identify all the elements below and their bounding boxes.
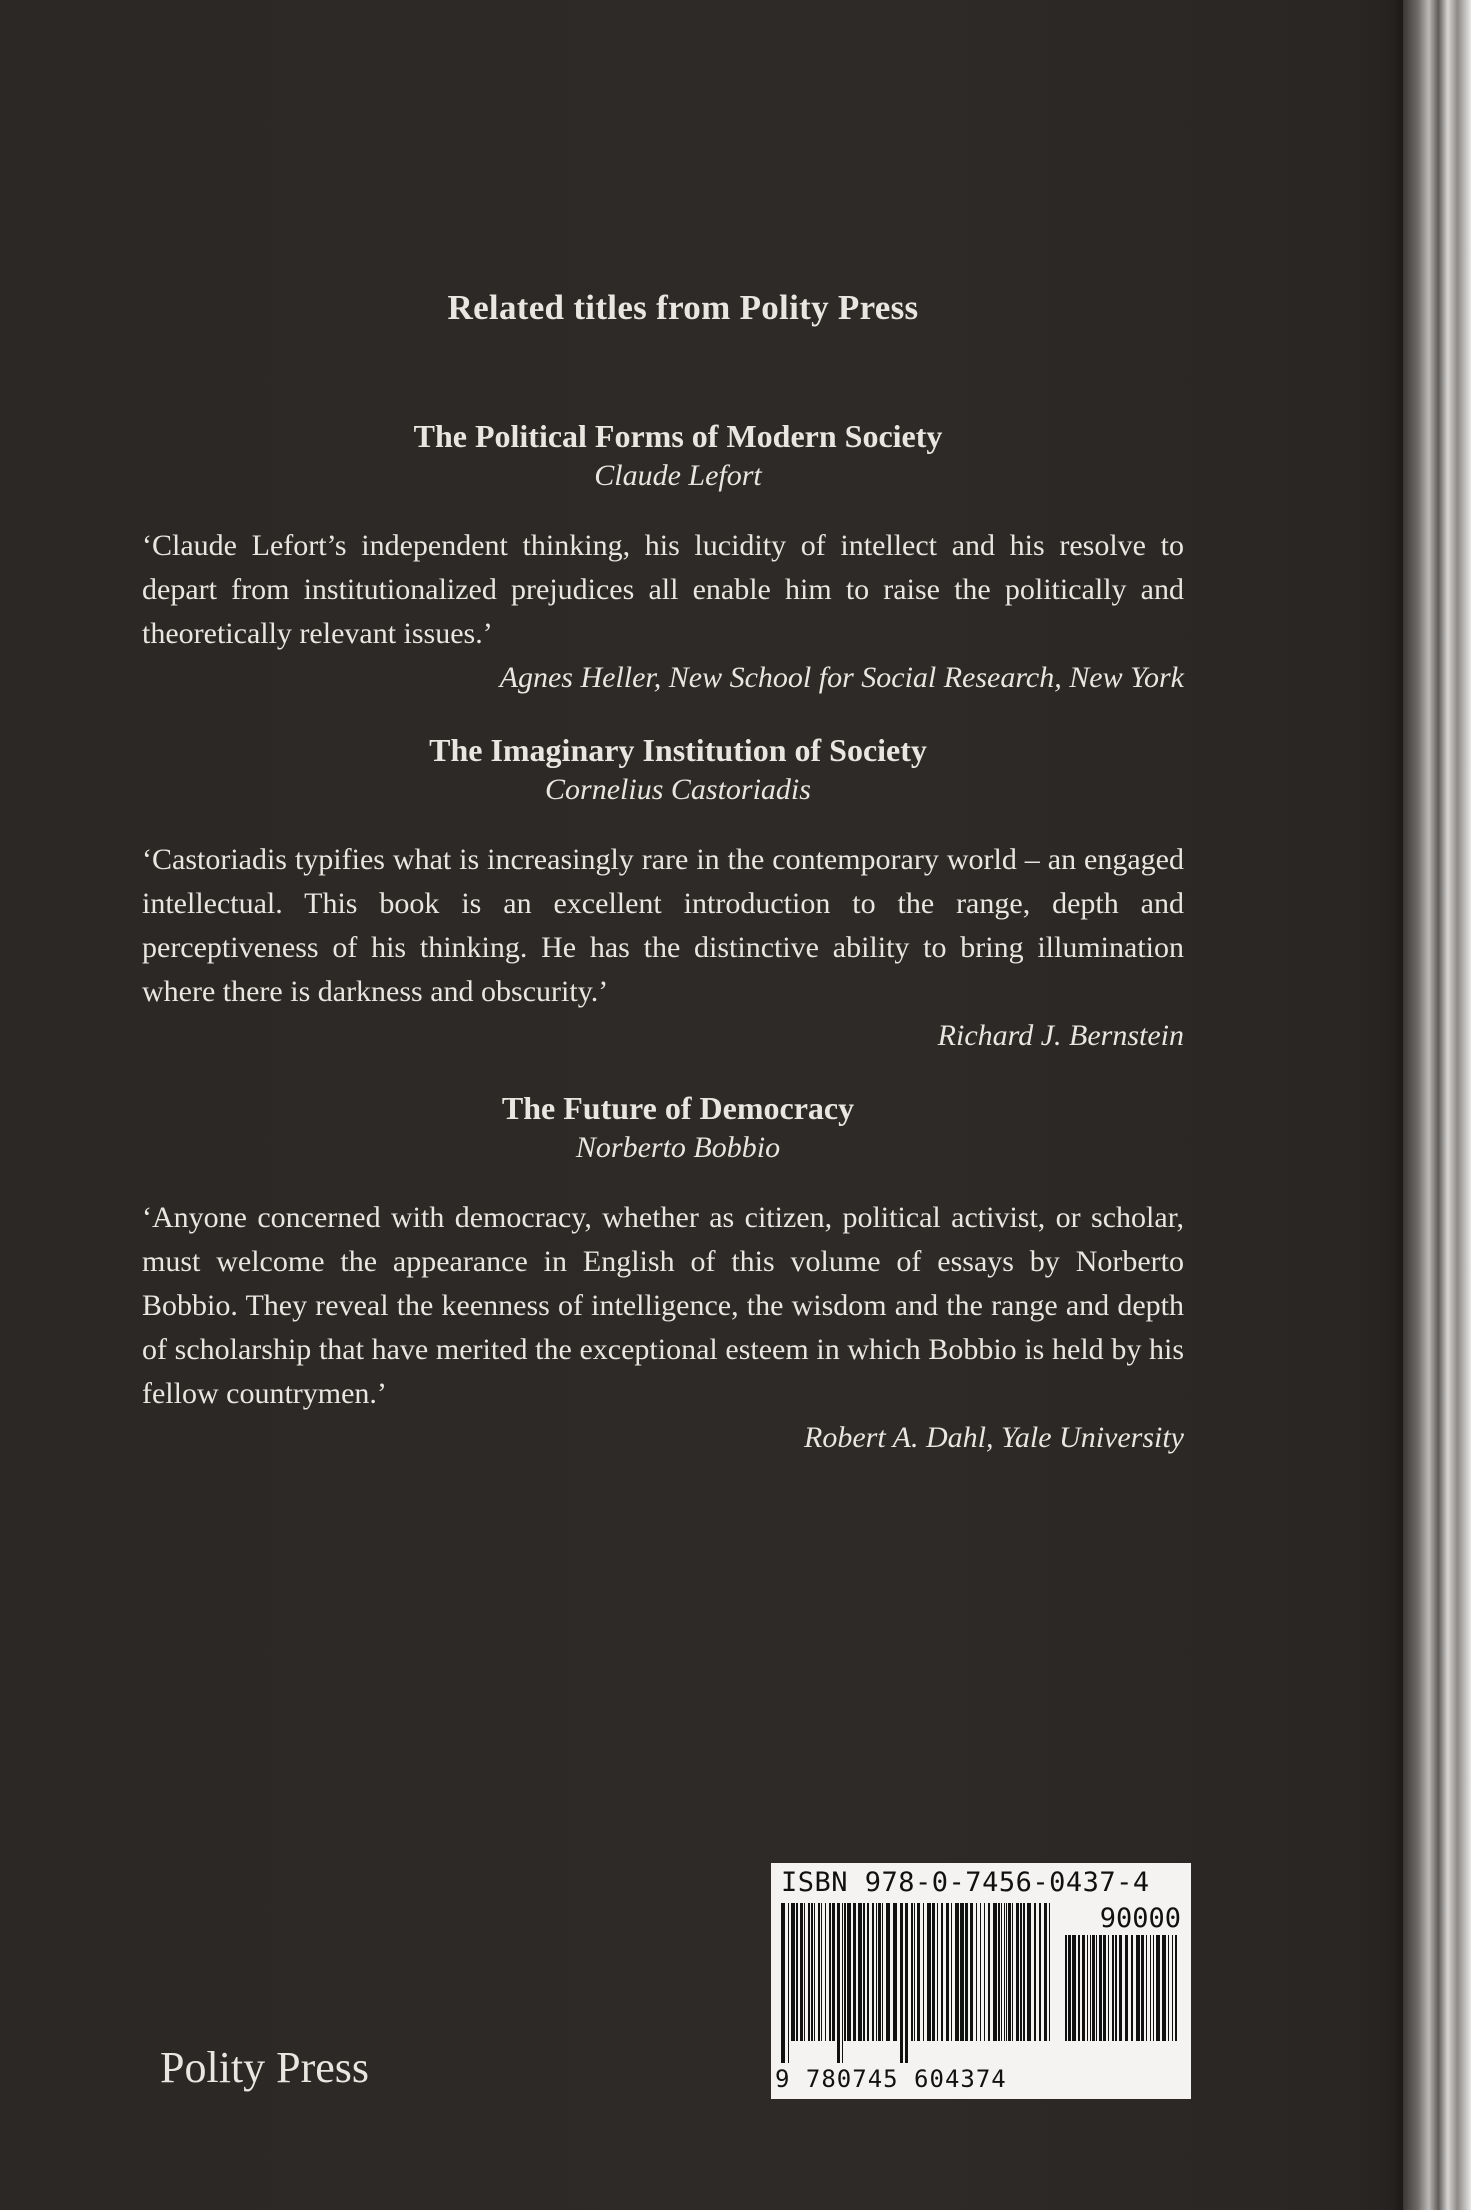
quote-attribution: Agnes Heller, New School for Social Research, New York — [499, 661, 1184, 694]
barcode-bar — [1020, 1903, 1022, 2041]
barcode-bars-addon — [1063, 1935, 1181, 2063]
quote-attribution: Richard J. Bernstein — [937, 1019, 1184, 1052]
barcode-bar — [1115, 1935, 1117, 2041]
barcode-bar — [905, 1903, 908, 2063]
book-quote: ‘Anyone concerned with democracy, whether as citizen, political activist, or scholar, must welcome the appearance in English of this volume of essays by Norberto Bobbio. They reveal the keenness of intelligence, the wisdom and the range and depth of scholarship that have merited the exceptional esteem in which Bobbio is held by his fellow countrymen.’ — [142, 1201, 1184, 1410]
barcode-bar — [1006, 1903, 1007, 2041]
barcode-digits: 9 780745 604374 — [775, 2065, 1007, 2093]
barcode-bar — [791, 1903, 795, 2041]
barcode-bar — [927, 1903, 931, 2041]
barcode-bar — [1108, 1935, 1109, 2041]
barcode-bar — [1150, 1935, 1151, 2041]
barcode-bar — [1068, 1935, 1071, 2041]
barcode-bar — [1153, 1935, 1154, 2041]
barcode-bar — [842, 1903, 843, 2063]
barcode-bar — [914, 1903, 915, 2041]
barcode-bar — [1012, 1903, 1013, 2041]
publisher-logo: Polity Press — [160, 2043, 370, 2092]
barcode-bar — [1065, 1935, 1067, 2041]
barcode-bar — [876, 1903, 877, 2041]
barcode-bar — [1175, 1935, 1177, 2041]
book-entry-3 — [142, 1088, 1184, 1460]
barcode-bars-main — [779, 1903, 1055, 2063]
barcode-bar — [821, 1903, 822, 2041]
barcode-bar — [1090, 1935, 1091, 2041]
barcode-bar — [796, 1903, 798, 2041]
barcode-bar — [900, 1903, 903, 2063]
barcode-bar — [788, 1903, 789, 2063]
book-title: The Imaginary Institution of Society — [429, 732, 927, 768]
barcode-bar — [1172, 1935, 1173, 2041]
barcode-bar — [814, 1903, 815, 2041]
barcode-bar — [1112, 1935, 1114, 2041]
barcode-bar — [1039, 1903, 1041, 2041]
barcode-bar — [1131, 1935, 1133, 2041]
book-entry-2 — [142, 730, 1184, 1058]
barcode-bar — [1125, 1935, 1128, 2041]
barcode-bar — [1082, 1935, 1085, 2041]
barcode-bar — [911, 1903, 913, 2041]
barcode-bar — [872, 1903, 874, 2041]
barcode-bar — [951, 1903, 952, 2041]
barcode-bar — [781, 1903, 785, 2063]
quote-attribution: Robert A. Dahl, Yale University — [804, 1421, 1184, 1454]
barcode-bar — [804, 1903, 805, 2041]
page-edge — [1403, 0, 1471, 2210]
barcode-bar — [1087, 1935, 1088, 2041]
barcode-bar — [882, 1903, 883, 2041]
book-author: Claude Lefort — [594, 459, 762, 492]
barcode-bar — [818, 1903, 820, 2041]
barcode-bar — [1016, 1903, 1019, 2041]
barcode-bar — [917, 1903, 920, 2041]
barcode-bar — [1004, 1903, 1005, 2041]
barcode-bar — [829, 1903, 831, 2041]
barcode-bar — [853, 1903, 856, 2041]
barcode-bar — [976, 1903, 977, 2041]
book-title: The Future of Democracy — [501, 1090, 855, 1126]
barcode-bar — [980, 1903, 981, 2041]
barcode-bar — [1146, 1935, 1147, 2041]
barcode-bar — [844, 1903, 846, 2041]
barcode-bar — [808, 1903, 810, 2041]
barcode-bar — [867, 1903, 869, 2041]
barcode-bar — [960, 1903, 964, 2041]
book-quote: ‘Castoriadis typifies what is increasingly rare in the contemporary world – an engaged intellectual. This book is an excellent introduction to the range, depth and perceptiveness of his thinking. He has the distinctive ability to bring illumination where there is darkness and obscurity.’ — [142, 843, 1184, 1008]
section-heading: Related titles from Polity Press — [447, 288, 919, 327]
book-author: Norberto Bobbio — [575, 1131, 781, 1164]
barcode-bar — [923, 1903, 924, 2041]
barcode-bar — [1099, 1935, 1102, 2041]
related-titles-section — [142, 288, 1184, 1490]
book-entry-1 — [142, 416, 1184, 700]
isbn-label: ISBN 978-0-7456-0437-4 — [781, 1867, 1150, 1898]
barcode-bar — [863, 1903, 865, 2041]
barcode-bar — [1103, 1935, 1106, 2041]
barcode-bar — [1023, 1903, 1025, 2041]
barcode-bar — [878, 1903, 881, 2041]
barcode-bar — [811, 1903, 813, 2041]
barcode-bar — [970, 1903, 973, 2041]
barcode-bar — [984, 1903, 985, 2041]
barcode-bar — [1044, 1903, 1047, 2041]
barcode-bar — [1168, 1935, 1169, 2041]
barcode-bar — [886, 1903, 890, 2041]
book-title: The Political Forms of Modern Society — [413, 418, 943, 454]
barcode-bar — [932, 1903, 935, 2041]
barcode-bar — [937, 1903, 938, 2041]
barcode-bar — [858, 1903, 862, 2041]
isbn-barcode — [771, 1863, 1191, 2099]
barcode-bar — [1092, 1935, 1095, 2041]
book-author: Cornelius Castoriadis — [545, 773, 811, 806]
barcode-bar — [1072, 1935, 1076, 2041]
barcode-bar — [998, 1903, 1000, 2041]
barcode-bar — [1156, 1935, 1160, 2041]
barcode-bar — [847, 1903, 851, 2041]
barcode-bar — [1078, 1935, 1080, 2041]
barcode-bar — [1008, 1903, 1011, 2041]
book-quote: ‘Claude Lefort’s independent thinking, his lucidity of intellect and his resolve to depart from institutionalized prejudices all enable him to raise the politically and theoretically relevant issues.’ — [142, 529, 1184, 650]
barcode-bar — [1162, 1935, 1166, 2041]
barcode-bar — [1119, 1935, 1122, 2041]
barcode-bar — [946, 1903, 949, 2041]
price-code: 90000 — [1099, 1903, 1181, 1934]
barcode-bar — [1096, 1935, 1097, 2041]
barcode-bar — [1141, 1935, 1144, 2041]
barcode-bar — [1034, 1903, 1036, 2041]
barcode-bar — [941, 1903, 943, 2041]
barcode-bar — [993, 1903, 997, 2041]
barcode-bar — [1136, 1935, 1140, 2041]
barcode-bar — [1049, 1903, 1050, 2041]
barcode-bar — [1027, 1903, 1031, 2041]
barcode-bar — [965, 1903, 968, 2041]
barcode-bar — [825, 1903, 826, 2041]
barcode-bar — [837, 1903, 840, 2063]
barcode-bar — [1001, 1903, 1002, 2041]
barcode-bar — [988, 1903, 990, 2041]
barcode-bar — [893, 1903, 897, 2041]
barcode-bar — [800, 1903, 803, 2041]
barcode-bar — [955, 1903, 959, 2041]
barcode-bar — [832, 1903, 835, 2041]
